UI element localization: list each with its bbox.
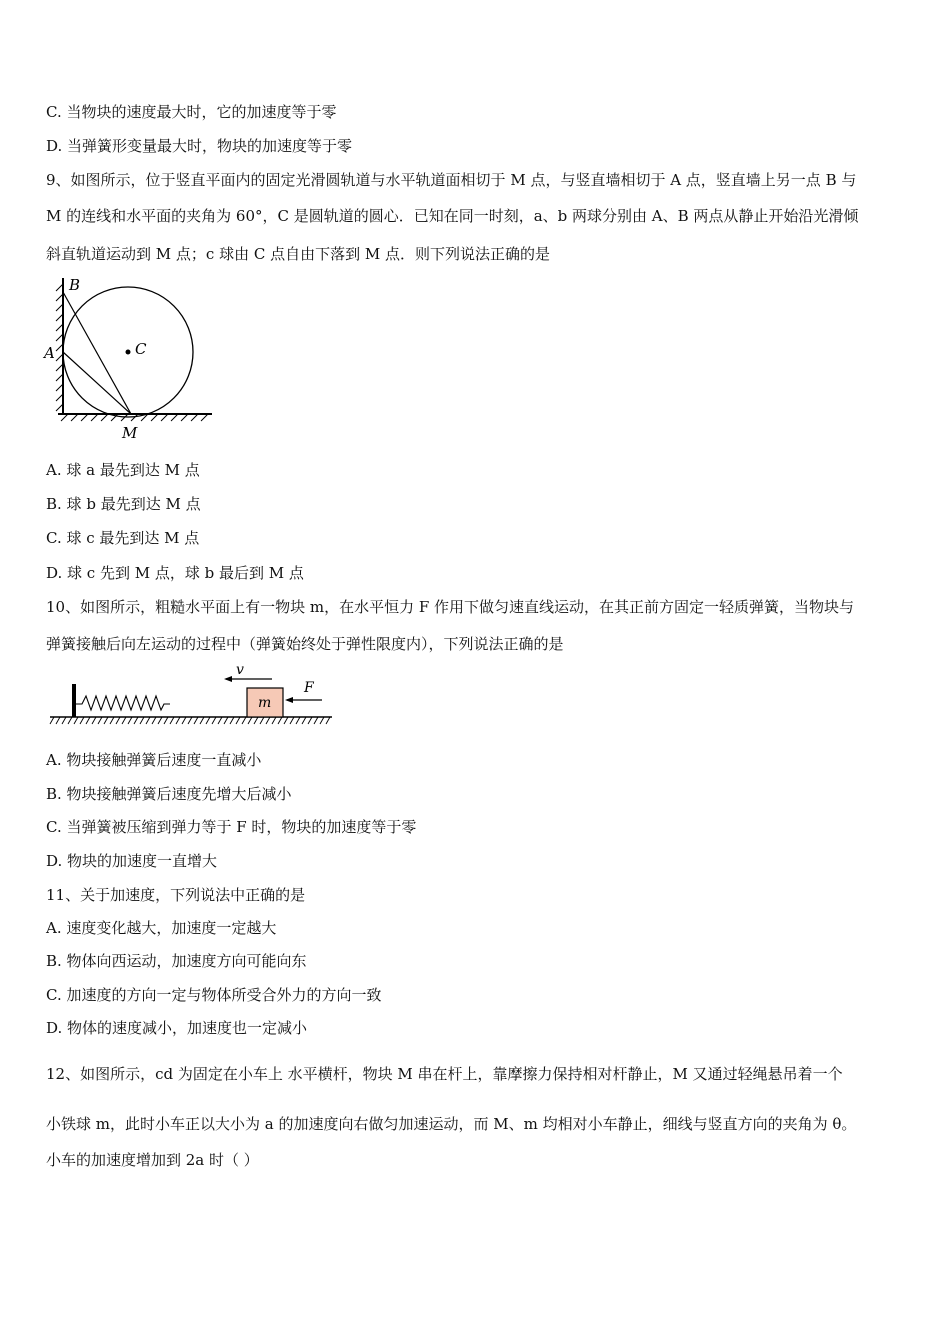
q10-option-a: A. 物块接触弹簧后速度一直减小 [46,751,262,769]
q12-stem-line2: 小铁球 m，此时小车正以大小为 a 的加速度向右做匀加速运动，而 M、m 均相对小车静止，细线与竖直方向的夹角为 θ。 [46,1115,857,1133]
q9-figure [40,274,220,444]
q11-option-b: B. 物体向西运动，加速度方向可能向东 [46,952,307,970]
q9-stem-line3: 斜直轨道运动到 M 点；c 球由 C 点自由下落到 M 点．则下列说法正确的是 [46,245,550,263]
q10-option-d: D. 物块的加速度一直增大 [46,852,218,870]
q10-stem-line1: 10、如图所示，粗糙水平面上有一物块 m，在水平恒力 F 作用下做匀速直线运动，在其正前方固定一轻质弹簧，当物块与 [46,598,855,616]
q9-option-a: A. 球 a 最先到达 M 点 [46,461,200,479]
q10-option-c: C. 当弹簧被压缩到弹力等于 F 时，物块的加速度等于零 [46,818,417,836]
label-block-m: m [258,695,272,711]
label-c: C [135,340,147,358]
center-point [126,350,131,355]
label-b: B [69,276,81,294]
option-d-text: D. 当弹簧形变量最大时，物块的加速度等于零 [46,137,353,155]
q11-stem: 11、关于加速度，下列说法中正确的是 [46,886,306,904]
label-f: F [304,680,314,696]
label-a: A [44,344,55,362]
q10-figure [46,662,336,732]
label-m: M [122,424,138,442]
q11-option-d: D. 物体的速度减小，加速度也一定减小 [46,1019,308,1037]
label-v: v [236,662,244,678]
q9-stem-line1: 9、如图所示，位于竖直平面内的固定光滑圆轨道与水平轨道面相切于 M 点，与竖直墙相切于 A 点，竖直墙上另一点 B 与 [46,171,857,189]
q11-option-a: A. 速度变化越大，加速度一定越大 [46,919,277,937]
q11-option-c: C. 加速度的方向一定与物体所受合外力的方向一致 [46,986,382,1004]
option-c-text: C. 当物块的速度最大时，它的加速度等于零 [46,103,337,121]
q9-stem-line2: M 的连线和水平面的夹角为 60°，C 是圆轨道的圆心．已知在同一时刻，a、b 两球分别由 A、B 两点从静止开始沿光滑倾 [46,207,859,225]
q9-option-c: C. 球 c 最先到达 M 点 [46,529,200,547]
q10-stem-line2: 弹簧接触后向左运动的过程中（弹簧始终处于弹性限度内），下列说法正确的是 [46,635,564,653]
q12-stem-line1: 12、如图所示，cd 为固定在小车上 水平横杆，物块 M 串在杆上，靠摩擦力保持相对杆静止，M 又通过轻绳悬吊着一个 [46,1065,843,1083]
q10-option-b: B. 物块接触弹簧后速度先增大后减小 [46,785,292,803]
q9-option-b: B. 球 b 最先到达 M 点 [46,495,201,513]
q9-option-d: D. 球 c 先到 M 点，球 b 最后到 M 点 [46,564,304,582]
q12-stem-line3: 小车的加速度增加到 2a 时（ ） [46,1151,259,1169]
